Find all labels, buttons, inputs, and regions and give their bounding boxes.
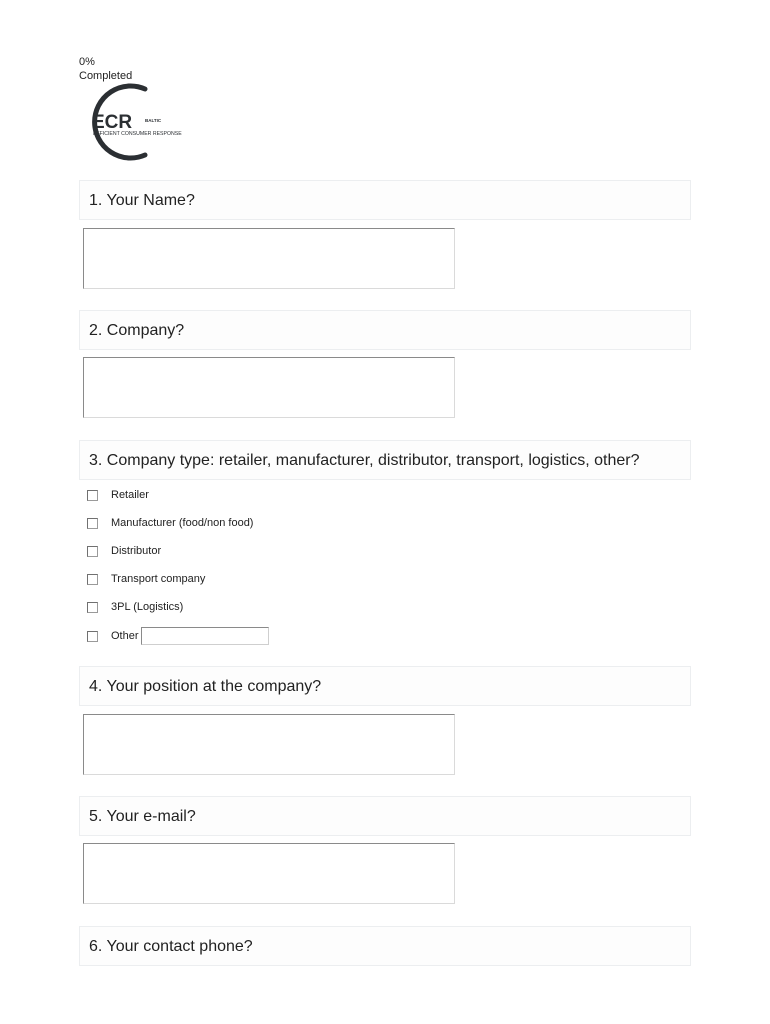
progress-status: Completed [79, 70, 133, 82]
progress-percent: 0% [79, 56, 95, 68]
logo-subtitle: EFFICIENT CONSUMER RESPONSE [93, 131, 182, 137]
option-retailer[interactable] [87, 487, 149, 503]
option-label: 3PL (Logistics) [111, 601, 184, 613]
manufacturer-checkbox[interactable] [87, 518, 98, 529]
name-input[interactable] [83, 228, 455, 289]
3pl-logistics-checkbox[interactable] [87, 602, 98, 613]
transport-company-checkbox[interactable] [87, 574, 98, 585]
question-6-label: 6. Your contact phone? [79, 926, 691, 966]
option-label: Distributor [111, 545, 162, 557]
company-input[interactable] [83, 357, 455, 418]
option-transport-company[interactable] [87, 571, 205, 587]
option-label: Other [111, 630, 139, 642]
option-manufacturer[interactable] [87, 515, 253, 531]
option-label: Retailer [111, 489, 149, 501]
option-distributor[interactable] [87, 543, 161, 559]
option-label: Manufacturer (food/non food) [111, 517, 254, 529]
question-5-label: 5. Your e-mail? [79, 796, 691, 836]
logo-brand: ECR [92, 112, 133, 133]
option-label: Transport company [111, 573, 206, 585]
logo-tag: BALTIC [145, 118, 162, 123]
question-4-label: 4. Your position at the company? [79, 666, 691, 706]
other-checkbox[interactable] [87, 631, 98, 642]
retailer-checkbox[interactable] [87, 490, 98, 501]
option-3pl-logistics[interactable] [87, 599, 183, 615]
question-3-label: 3. Company type: retailer, manufacturer, distributor, transport, logistics, other? [79, 440, 691, 480]
email-input[interactable] [83, 843, 455, 904]
ecr-baltic-logo [76, 82, 206, 162]
question-2-label: 2. Company? [79, 310, 691, 350]
option-other[interactable] [87, 628, 269, 644]
question-1-label: 1. Your Name? [79, 180, 691, 220]
distributor-checkbox[interactable] [87, 546, 98, 557]
progress-indicator [79, 55, 132, 83]
other-text-input[interactable] [141, 627, 269, 645]
position-input[interactable] [83, 714, 455, 775]
